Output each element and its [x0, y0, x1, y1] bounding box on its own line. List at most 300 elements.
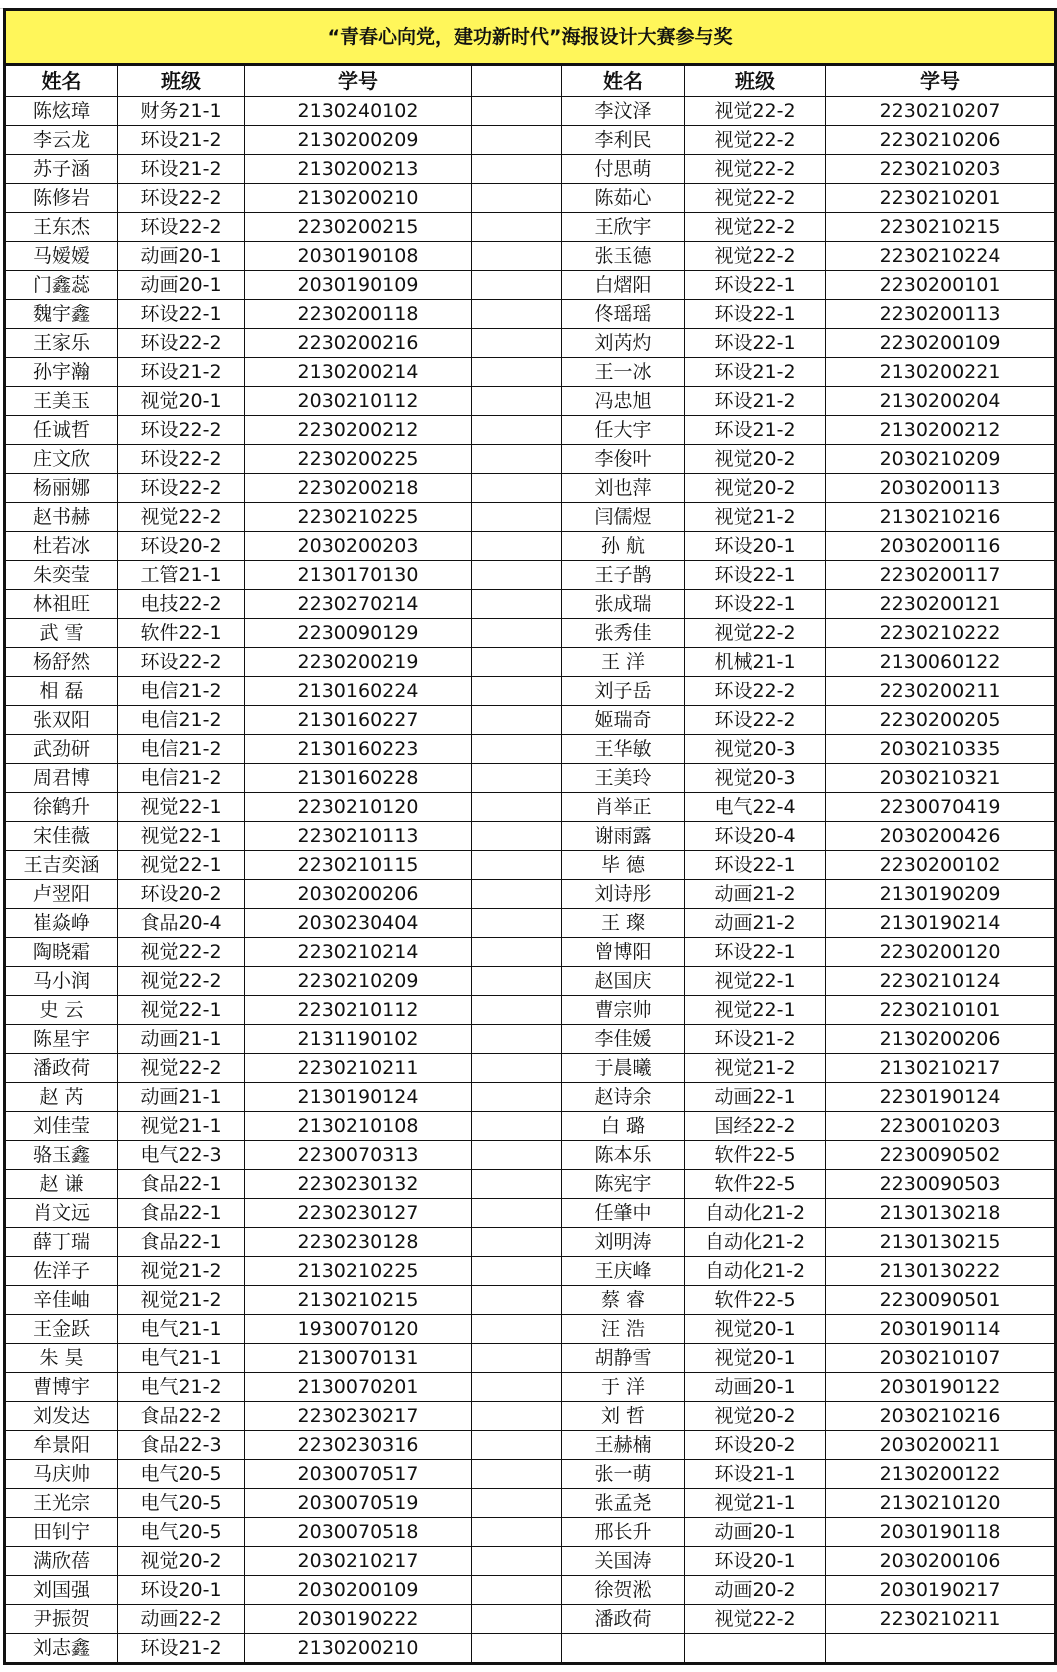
right-student-name: 赵国庆: [562, 967, 685, 996]
left-student-class: 动画22-2: [118, 1605, 245, 1634]
right-student-id: 2230090503: [826, 1170, 1056, 1199]
left-student-name: 苏子涵: [5, 155, 118, 184]
left-student-name: 宋佳薇: [5, 822, 118, 851]
spacer-cell: [472, 764, 562, 793]
left-student-name: 满欣蓓: [5, 1547, 118, 1576]
spacer-cell: [472, 822, 562, 851]
left-student-id: 2130240102: [245, 97, 472, 126]
right-student-name: 王欣宇: [562, 213, 685, 242]
left-student-name: 周君博: [5, 764, 118, 793]
right-student-id: 2130130222: [826, 1257, 1056, 1286]
right-student-id: [826, 1634, 1056, 1664]
spacer-cell: [472, 793, 562, 822]
table-row: [5, 851, 1056, 880]
left-student-class: 环设21-2: [118, 155, 245, 184]
left-student-name: 杨舒然: [5, 648, 118, 677]
left-student-name: 曹博宇: [5, 1373, 118, 1402]
left-student-id: 2130200209: [245, 126, 472, 155]
spacer-cell: [472, 445, 562, 474]
left-student-class: 动画21-1: [118, 1083, 245, 1112]
right-student-name: 冯忠旭: [562, 387, 685, 416]
left-student-class: 视觉20-2: [118, 1547, 245, 1576]
spacer-cell: [472, 967, 562, 996]
right-student-name: 王 洋: [562, 648, 685, 677]
spacer-cell: [472, 1402, 562, 1431]
right-student-id: 2030210335: [826, 735, 1056, 764]
right-student-name: 刘 哲: [562, 1402, 685, 1431]
right-student-name: 李佳媛: [562, 1025, 685, 1054]
left-student-name: 王金跃: [5, 1315, 118, 1344]
left-student-class: 电技22-2: [118, 590, 245, 619]
header-class-left: 班级: [118, 65, 245, 97]
spacer-cell: [472, 1634, 562, 1664]
left-student-id: 2130200213: [245, 155, 472, 184]
left-student-id: 2030210217: [245, 1547, 472, 1576]
left-student-id: 2230210112: [245, 996, 472, 1025]
spacer-cell: [472, 590, 562, 619]
right-student-name: 张秀佳: [562, 619, 685, 648]
right-student-id: 2130200204: [826, 387, 1056, 416]
left-student-class: 动画20-1: [118, 242, 245, 271]
left-student-name: 魏宇鑫: [5, 300, 118, 329]
left-student-name: 卢翌阳: [5, 880, 118, 909]
left-student-class: 电气21-1: [118, 1344, 245, 1373]
left-student-id: 2130210108: [245, 1112, 472, 1141]
left-student-id: 2230210113: [245, 822, 472, 851]
table-row: [5, 1344, 1056, 1373]
table-row: [5, 1112, 1056, 1141]
spacer-cell: [472, 532, 562, 561]
left-student-name: 王光宗: [5, 1489, 118, 1518]
left-student-class: 视觉22-2: [118, 1054, 245, 1083]
left-student-class: 电气20-5: [118, 1518, 245, 1547]
left-student-id: 2130190124: [245, 1083, 472, 1112]
right-student-name: 姬瑞奇: [562, 706, 685, 735]
left-student-class: 环设21-2: [118, 126, 245, 155]
left-student-id: 2030190222: [245, 1605, 472, 1634]
left-student-class: 环设22-2: [118, 416, 245, 445]
right-student-name: 刘芮灼: [562, 329, 685, 358]
right-student-id: 2230200120: [826, 938, 1056, 967]
left-student-class: 视觉22-1: [118, 996, 245, 1025]
left-student-name: 马小润: [5, 967, 118, 996]
left-student-id: 2230090129: [245, 619, 472, 648]
table-row: [5, 300, 1056, 329]
spacer-cell: [472, 1228, 562, 1257]
spacer-cell: [472, 242, 562, 271]
left-student-class: 环设20-1: [118, 1576, 245, 1605]
right-student-id: 2130210216: [826, 503, 1056, 532]
spacer-cell: [472, 1199, 562, 1228]
right-student-class: 视觉22-1: [685, 996, 826, 1025]
spacer-cell: [472, 677, 562, 706]
left-student-name: 尹振贺: [5, 1605, 118, 1634]
left-student-id: 2230200215: [245, 213, 472, 242]
right-student-class: 视觉21-2: [685, 503, 826, 532]
table-row: [5, 1373, 1056, 1402]
right-student-class: 环设20-1: [685, 1547, 826, 1576]
right-student-id: 2230210215: [826, 213, 1056, 242]
spacer-cell: [472, 358, 562, 387]
left-student-name: 佐洋子: [5, 1257, 118, 1286]
right-student-id: 2230200109: [826, 329, 1056, 358]
left-student-name: 陈炫璋: [5, 97, 118, 126]
table-row: [5, 271, 1056, 300]
table-row: [5, 1141, 1056, 1170]
left-student-id: 2130210225: [245, 1257, 472, 1286]
right-student-name: 邢长升: [562, 1518, 685, 1547]
spacer-cell: [472, 1054, 562, 1083]
spacer-cell: [472, 1344, 562, 1373]
left-student-class: 工管21-1: [118, 561, 245, 590]
spacer-cell: [472, 1460, 562, 1489]
left-student-name: 王东杰: [5, 213, 118, 242]
table-body: [5, 97, 1056, 1664]
right-student-id: 2030200426: [826, 822, 1056, 851]
left-student-name: 武劲研: [5, 735, 118, 764]
right-student-name: 蔡 睿: [562, 1286, 685, 1315]
left-student-id: 2130160228: [245, 764, 472, 793]
left-student-id: 2230200225: [245, 445, 472, 474]
table-row: [5, 561, 1056, 590]
left-student-name: 王吉奕涵: [5, 851, 118, 880]
left-student-name: 肖文远: [5, 1199, 118, 1228]
left-student-class: 环设20-2: [118, 532, 245, 561]
right-student-id: 2230210222: [826, 619, 1056, 648]
right-student-name: 王美玲: [562, 764, 685, 793]
spacer-cell: [472, 300, 562, 329]
left-student-class: 动画20-1: [118, 271, 245, 300]
right-student-id: 2130200206: [826, 1025, 1056, 1054]
right-student-name: 白 璐: [562, 1112, 685, 1141]
right-student-class: 视觉22-1: [685, 967, 826, 996]
right-student-name: 谢雨露: [562, 822, 685, 851]
right-student-class: 动画21-2: [685, 909, 826, 938]
table-row: [5, 1228, 1056, 1257]
right-student-name: 王一冰: [562, 358, 685, 387]
spacer-cell: [472, 1170, 562, 1199]
right-student-class: 动画20-1: [685, 1518, 826, 1547]
left-student-class: 食品22-1: [118, 1228, 245, 1257]
left-student-class: 环设22-2: [118, 445, 245, 474]
table-row: [5, 967, 1056, 996]
right-student-id: 2230210101: [826, 996, 1056, 1025]
right-student-class: 动画20-2: [685, 1576, 826, 1605]
award-sheet: [3, 8, 1054, 1665]
left-student-id: 2230270214: [245, 590, 472, 619]
table-row: [5, 97, 1056, 126]
table-row: [5, 1431, 1056, 1460]
right-student-class: 环设22-1: [685, 590, 826, 619]
right-student-class: 动画22-1: [685, 1083, 826, 1112]
award-table: [3, 8, 1057, 1665]
spacer-cell: [472, 97, 562, 126]
table-row: [5, 126, 1056, 155]
right-student-class: 软件22-5: [685, 1170, 826, 1199]
spacer-cell: [472, 851, 562, 880]
left-student-name: 史 云: [5, 996, 118, 1025]
left-student-name: 赵 芮: [5, 1083, 118, 1112]
left-student-name: 王家乐: [5, 329, 118, 358]
left-student-name: 庄文欣: [5, 445, 118, 474]
right-student-id: 2230210203: [826, 155, 1056, 184]
right-student-class: 电气22-4: [685, 793, 826, 822]
left-student-class: 食品22-1: [118, 1199, 245, 1228]
right-student-class: 视觉20-3: [685, 735, 826, 764]
table-row: [5, 1054, 1056, 1083]
right-student-name: 张一萌: [562, 1460, 685, 1489]
table-row: [5, 1489, 1056, 1518]
right-student-id: 2030190118: [826, 1518, 1056, 1547]
spacer-cell: [472, 1315, 562, 1344]
right-student-class: 动画21-2: [685, 880, 826, 909]
left-student-name: 相 磊: [5, 677, 118, 706]
right-student-name: 闫儒煜: [562, 503, 685, 532]
spacer-cell: [472, 1112, 562, 1141]
right-student-name: 陈本乐: [562, 1141, 685, 1170]
left-student-id: 2030200109: [245, 1576, 472, 1605]
right-student-id: 2230200205: [826, 706, 1056, 735]
right-student-class: 环设21-1: [685, 1460, 826, 1489]
left-student-id: 2230210225: [245, 503, 472, 532]
right-student-class: 环设22-2: [685, 677, 826, 706]
spacer-cell: [472, 909, 562, 938]
right-student-class: 环设22-2: [685, 706, 826, 735]
right-student-name: 王 璨: [562, 909, 685, 938]
left-student-name: 王美玉: [5, 387, 118, 416]
left-student-class: 视觉22-2: [118, 967, 245, 996]
left-student-name: 刘佳莹: [5, 1112, 118, 1141]
left-student-name: 门鑫蕊: [5, 271, 118, 300]
left-student-name: 赵书赫: [5, 503, 118, 532]
right-student-id: 2030200116: [826, 532, 1056, 561]
left-student-class: 环设20-2: [118, 880, 245, 909]
left-student-class: 财务21-1: [118, 97, 245, 126]
right-student-id: 2130130215: [826, 1228, 1056, 1257]
left-student-id: 2030190109: [245, 271, 472, 300]
left-student-name: 孙宇瀚: [5, 358, 118, 387]
right-student-id: 2230210224: [826, 242, 1056, 271]
left-student-class: 视觉22-1: [118, 822, 245, 851]
left-student-id: 2130160227: [245, 706, 472, 735]
left-student-name: 刘志鑫: [5, 1634, 118, 1664]
right-student-name: 任肇中: [562, 1199, 685, 1228]
right-student-id: 2230200121: [826, 590, 1056, 619]
right-student-name: 张孟尧: [562, 1489, 685, 1518]
right-student-class: 环设21-2: [685, 416, 826, 445]
spacer-cell: [472, 1547, 562, 1576]
left-student-name: 任诚哲: [5, 416, 118, 445]
left-student-name: 朱奕莹: [5, 561, 118, 590]
right-student-name: 李俊叶: [562, 445, 685, 474]
left-student-id: 2230210209: [245, 967, 472, 996]
right-student-class: 机械21-1: [685, 648, 826, 677]
right-student-id: 2130130218: [826, 1199, 1056, 1228]
right-student-name: 刘子岳: [562, 677, 685, 706]
left-student-class: 环设22-2: [118, 329, 245, 358]
header-id-left: 学号: [245, 65, 472, 97]
right-student-class: 动画20-1: [685, 1373, 826, 1402]
left-student-name: 潘政荷: [5, 1054, 118, 1083]
right-student-class: 环设22-1: [685, 300, 826, 329]
left-student-id: 2130160224: [245, 677, 472, 706]
right-student-class: [685, 1634, 826, 1664]
left-student-class: 环设21-2: [118, 1634, 245, 1664]
left-student-name: 薛丁瑞: [5, 1228, 118, 1257]
table-row: [5, 1402, 1056, 1431]
spacer-cell: [472, 735, 562, 764]
left-student-class: 食品22-1: [118, 1170, 245, 1199]
left-student-id: 2130200210: [245, 184, 472, 213]
left-student-id: 2030190108: [245, 242, 472, 271]
header-row: [5, 65, 1056, 97]
left-student-id: 2030230404: [245, 909, 472, 938]
left-student-id: 2030200203: [245, 532, 472, 561]
right-student-class: 环设22-1: [685, 329, 826, 358]
right-student-name: 徐贺淞: [562, 1576, 685, 1605]
right-student-name: 关国涛: [562, 1547, 685, 1576]
spacer-cell: [472, 1431, 562, 1460]
left-student-id: 2030210112: [245, 387, 472, 416]
left-student-id: 2230200212: [245, 416, 472, 445]
right-student-name: 李汶泽: [562, 97, 685, 126]
spacer-cell: [472, 126, 562, 155]
spacer-cell: [472, 1576, 562, 1605]
spacer-cell: [472, 880, 562, 909]
right-student-class: 环设21-2: [685, 1025, 826, 1054]
right-student-name: 王赫楠: [562, 1431, 685, 1460]
left-student-class: 视觉22-1: [118, 793, 245, 822]
left-student-class: 电信21-2: [118, 764, 245, 793]
right-student-class: 国经22-2: [685, 1112, 826, 1141]
spacer-cell: [472, 1489, 562, 1518]
left-student-id: 2230210120: [245, 793, 472, 822]
left-student-id: 2230200118: [245, 300, 472, 329]
right-student-name: 肖举正: [562, 793, 685, 822]
right-student-class: 视觉22-2: [685, 97, 826, 126]
left-student-id: 2230230217: [245, 1402, 472, 1431]
left-student-id: 2030070517: [245, 1460, 472, 1489]
right-student-name: 李利民: [562, 126, 685, 155]
right-student-class: 环设22-1: [685, 938, 826, 967]
left-student-name: 张双阳: [5, 706, 118, 735]
table-row: [5, 503, 1056, 532]
spacer-cell: [472, 271, 562, 300]
right-student-class: 视觉22-2: [685, 242, 826, 271]
right-student-id: 2230210207: [826, 97, 1056, 126]
left-student-name: 李云龙: [5, 126, 118, 155]
header-class-right: 班级: [685, 65, 826, 97]
table-row: [5, 329, 1056, 358]
left-student-class: 环设22-2: [118, 474, 245, 503]
left-student-name: 林祖旺: [5, 590, 118, 619]
left-student-name: 杨丽娜: [5, 474, 118, 503]
left-student-name: 辛佳岫: [5, 1286, 118, 1315]
table-row: [5, 1083, 1056, 1112]
table-row: [5, 1576, 1056, 1605]
left-student-name: 朱 昊: [5, 1344, 118, 1373]
right-student-id: 2230090501: [826, 1286, 1056, 1315]
right-student-id: 2030190114: [826, 1315, 1056, 1344]
spacer-cell: [472, 503, 562, 532]
left-student-id: 2130160223: [245, 735, 472, 764]
right-student-id: 2230200117: [826, 561, 1056, 590]
right-student-id: 2130190214: [826, 909, 1056, 938]
right-student-id: 2230200101: [826, 271, 1056, 300]
left-student-class: 电信21-2: [118, 706, 245, 735]
right-student-name: 王庆峰: [562, 1257, 685, 1286]
right-student-id: 2130060122: [826, 648, 1056, 677]
right-student-class: 软件22-5: [685, 1141, 826, 1170]
right-student-id: 2030190122: [826, 1373, 1056, 1402]
right-student-name: 曹宗帅: [562, 996, 685, 1025]
left-student-id: 2230200216: [245, 329, 472, 358]
right-student-class: 视觉20-2: [685, 445, 826, 474]
left-student-class: 食品20-4: [118, 909, 245, 938]
right-student-id: 2130210217: [826, 1054, 1056, 1083]
spacer-cell: [472, 619, 562, 648]
right-student-class: 环设22-1: [685, 561, 826, 590]
right-student-name: 张玉德: [562, 242, 685, 271]
table-row: [5, 1605, 1056, 1634]
table-row: [5, 387, 1056, 416]
table-row: [5, 1257, 1056, 1286]
left-student-name: 崔焱峥: [5, 909, 118, 938]
spacer-cell: [472, 561, 562, 590]
spacer-cell: [472, 416, 562, 445]
left-student-id: 2230200219: [245, 648, 472, 677]
left-student-id: 2130200214: [245, 358, 472, 387]
table-row: [5, 880, 1056, 909]
right-student-id: 2130190209: [826, 880, 1056, 909]
spacer-cell: [472, 1605, 562, 1634]
right-student-class: 视觉22-2: [685, 126, 826, 155]
left-student-id: 2030070519: [245, 1489, 472, 1518]
left-student-name: 马嫒嫒: [5, 242, 118, 271]
right-student-name: [562, 1634, 685, 1664]
table-row: [5, 1025, 1056, 1054]
right-student-name: 于晨曦: [562, 1054, 685, 1083]
right-student-class: 视觉21-1: [685, 1489, 826, 1518]
right-student-name: 任大宇: [562, 416, 685, 445]
left-student-class: 电信21-2: [118, 735, 245, 764]
right-student-class: 环设20-1: [685, 532, 826, 561]
right-student-id: 2030210209: [826, 445, 1056, 474]
left-student-class: 环设21-2: [118, 358, 245, 387]
right-student-name: 汪 浩: [562, 1315, 685, 1344]
left-student-id: 2130070201: [245, 1373, 472, 1402]
right-student-id: 2030200211: [826, 1431, 1056, 1460]
left-student-class: 环设22-1: [118, 300, 245, 329]
left-student-class: 视觉22-2: [118, 503, 245, 532]
right-student-class: 视觉20-2: [685, 1402, 826, 1431]
right-student-class: 自动化21-2: [685, 1228, 826, 1257]
table-row: [5, 1286, 1056, 1315]
left-student-class: 电气21-2: [118, 1373, 245, 1402]
left-student-class: 食品22-2: [118, 1402, 245, 1431]
right-student-id: 2130200221: [826, 358, 1056, 387]
left-student-class: 视觉20-1: [118, 387, 245, 416]
right-student-id: 2230210211: [826, 1605, 1056, 1634]
left-student-id: 2230210211: [245, 1054, 472, 1083]
left-student-id: 2230230128: [245, 1228, 472, 1257]
table-row: [5, 822, 1056, 851]
right-student-class: 环设21-2: [685, 387, 826, 416]
right-student-name: 王子鹊: [562, 561, 685, 590]
spacer-cell: [472, 155, 562, 184]
right-student-class: 视觉22-2: [685, 184, 826, 213]
right-student-id: 2230210124: [826, 967, 1056, 996]
